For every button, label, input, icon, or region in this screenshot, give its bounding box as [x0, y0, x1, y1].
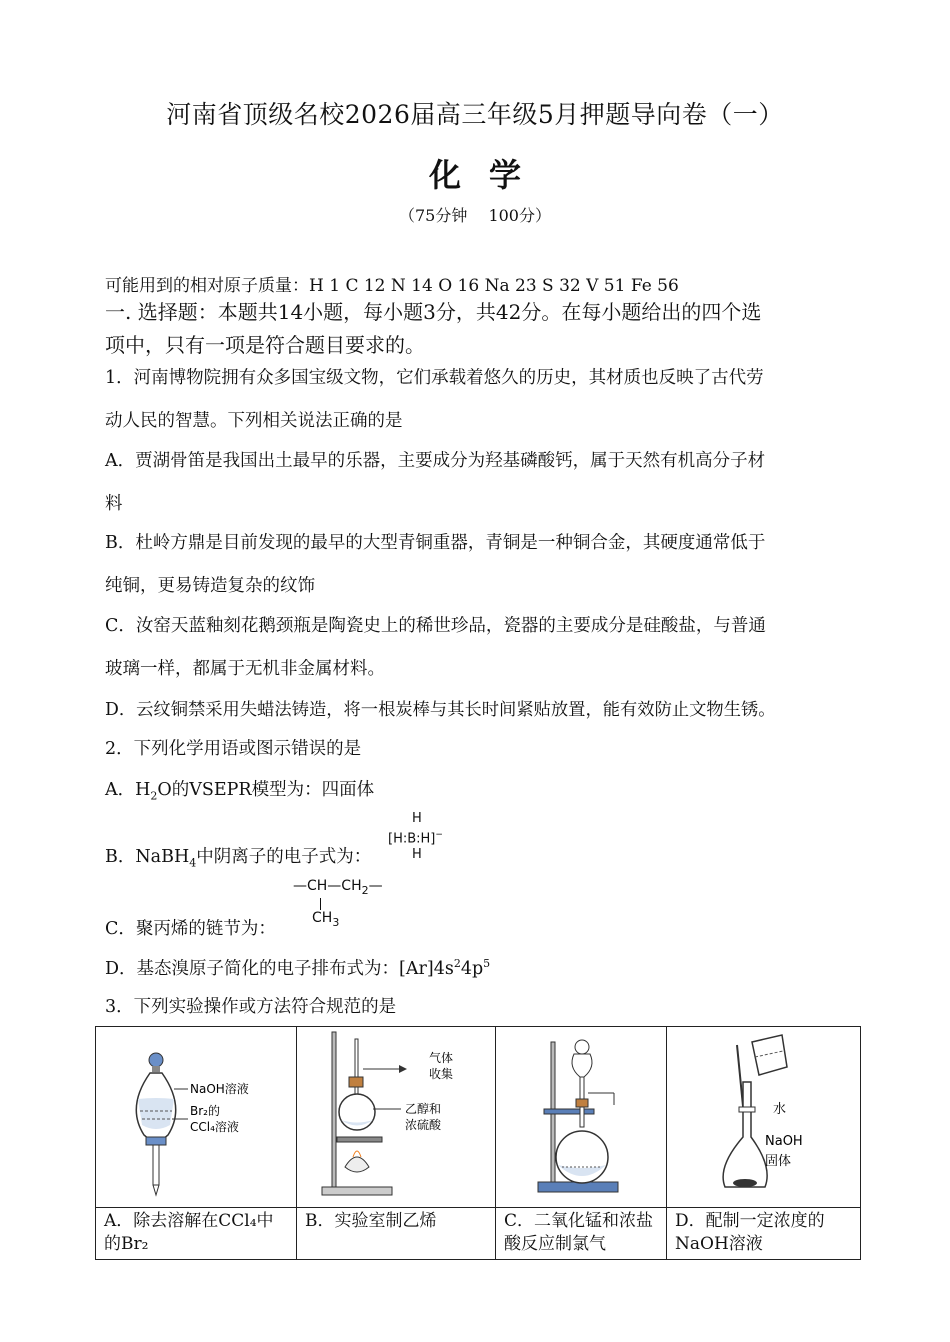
- q1-stem-cont: 动人民的智慧。下列相关说法正确的是: [105, 411, 403, 431]
- exam-title: 河南省顶级名校2026届高三年级5月押题导向卷（一）: [166, 100, 784, 129]
- atomic-masses: 可能用到的相对原子质量：H 1 C 12 N 14 O 16 Na 23 S 32 V 51 Fe 56: [105, 276, 679, 296]
- q3-option-d: D．配制一定浓度的NaOH溶液: [675, 1211, 825, 1254]
- q1-option-a-cont: 料: [105, 494, 123, 514]
- label-water: 水: [773, 1102, 787, 1117]
- borohydride-electron-formula: H [H:B:H]− H: [388, 811, 443, 863]
- label-conc-sulfuric-acid: 浓硫酸: [405, 1118, 442, 1132]
- q2-option-b: B．NaBH$_4$中阴离子的电子式为：: [105, 847, 372, 870]
- label-naoh: NaOH: [765, 1134, 803, 1149]
- q3-option-c: C．二氧化锰和浓盐酸反应制氯气: [504, 1211, 654, 1254]
- q3-stem: 3．下列实验操作或方法符合规范的是: [105, 997, 397, 1017]
- label-ccl4-solution: CCl₄溶液: [190, 1120, 239, 1134]
- label-solid: 固体: [765, 1154, 792, 1169]
- q1-option-b-cont: 纯铜，更易铸造复杂的纹饰: [105, 576, 315, 596]
- q1-stem: 1．河南博物院拥有众多国宝级文物，它们承载着悠久的历史，其材质也反映了古代劳: [105, 368, 764, 388]
- separatory-funnel-diagram: [96, 1027, 296, 1207]
- section-instructions-line2: 项中，只有一项是符合题目要求的。: [105, 333, 425, 357]
- q2-option-d: D．基态溴原子简化的电子排布式为：$[Ar]4s^24p^5$: [105, 957, 491, 979]
- q3-options-table: [95, 1026, 861, 1260]
- q3-option-a: A．除去溶解在CCl₄中的Br₂: [104, 1211, 274, 1254]
- q1-option-c-cont: 玻璃一样，都属于无机非金属材料。: [105, 659, 385, 679]
- time-score: （75分钟 100分）: [399, 206, 551, 225]
- label-ethanol-and: 乙醇和: [405, 1102, 442, 1116]
- q1-option-d: D．云纹铜禁采用失蜡法铸造，将一根炭棒与其长时间紧贴放置，能有效防止文物生锈。: [105, 700, 776, 720]
- q2-stem: 2．下列化学用语或图示错误的是: [105, 739, 362, 759]
- subject-title: 化学: [428, 156, 549, 194]
- label-gas: 气体: [429, 1051, 454, 1065]
- solution-preparation-diagram: [667, 1027, 860, 1207]
- label-br2-of: Br₂的: [190, 1104, 220, 1118]
- q1-option-c: C．汝窑天蓝釉刻花鹅颈瓶是陶瓷史上的稀世珍品，瓷器的主要成分是硅酸盐，与普通: [105, 616, 766, 636]
- q1-option-b: B．杜岭方鼎是目前发现的最早的大型青铜重器，青铜是一种铜合金，其硬度通常低于: [105, 533, 766, 553]
- chlorine-preparation-diagram: [496, 1027, 666, 1207]
- q2-option-a: A．$H_2O$的VSEPR模型为：四面体: [105, 780, 375, 803]
- polypropylene-unit-formula: $—CH—CH_2—$ $CH_3$: [293, 878, 383, 929]
- q2-option-c: C．聚丙烯的链节为：: [105, 919, 276, 939]
- ethylene-preparation-diagram: [297, 1027, 495, 1207]
- label-naoh-solution: NaOH溶液: [190, 1082, 249, 1096]
- label-collect: 收集: [429, 1067, 454, 1081]
- q3-option-b: B．实验室制乙烯: [305, 1211, 437, 1231]
- q1-option-a: A．贾湖骨笛是我国出土最早的乐器，主要成分为羟基磷酸钙，属于天然有机高分子材: [105, 451, 766, 471]
- section-instructions-line1: 一. 选择题：本题共14小题，每小题3分，共42分。在每小题给出的四个选: [105, 300, 762, 324]
